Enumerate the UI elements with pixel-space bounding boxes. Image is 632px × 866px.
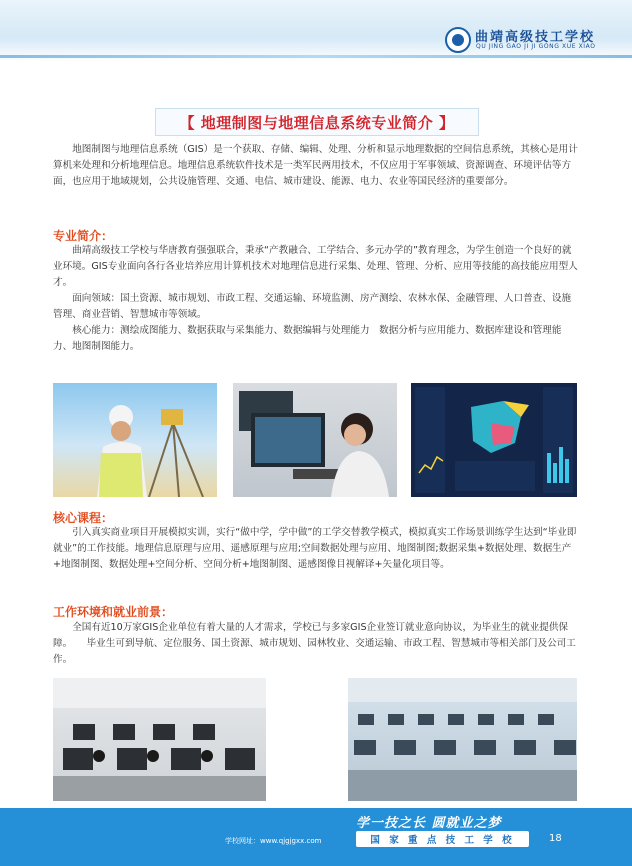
- footer-tag: 国 家 重 点 技 工 学 校: [356, 831, 529, 847]
- section-heading-profile: 专业简介：: [53, 229, 114, 243]
- surveyor-photo: [53, 383, 217, 497]
- section-heading-courses: 核心课程：: [53, 511, 114, 525]
- profile-paragraph-1: 曲靖高级技工学校与华唐教育强强联合，秉承“产教融合、工学结合、多元办学的”教育理念，为学生创造一个良好的就业环境。GIS专业面向各行各业培养应用计算机技术对地理信息进行采集、处理、管理、分析、应用等技能的高技能应用型人才。: [53, 245, 578, 288]
- computer-operator-photo: [233, 383, 397, 497]
- gis-dashboard-photo: [411, 383, 577, 497]
- section-heading-employment: 工作环境和就业前景：: [53, 605, 174, 619]
- intro-paragraph: 地图制图与地理信息系统（GIS）是一个获取、存储、编辑、处理、分析和显示地理数据的空间信息系统，其核心是用计算机来处理和分析地理信息。地理信息系统软件技术是一类军民两用技术，不仅应用于军事领域、资源调查、环境评估等方面，也应用于地域规划，公共设施管理、交通、电信、城市建设、能源、电力、农业等国民经济的重要部分。: [53, 144, 578, 187]
- page-title: 【 地理制图与地理信息系统专业简介 】: [179, 113, 455, 132]
- profile-paragraph-3: 核心能力：测绘成图能力、数据获取与采集能力、数据编辑与处理能力 数据分析与应用能力、数据库建设和管理能力、地图制图能力。: [53, 325, 562, 352]
- computer-lab-photo: [53, 678, 266, 801]
- courses-paragraph: 引入真实商业项目开展模拟实训，实行“做中学，学中做”的工学交替教学模式，模拟真实工作场景训练学生达到“毕业即就业”的工作技能。地理信息原理与应用、遥感原理与应用;空间数据处理与应用、地图制图;数据采集+数据处理、数据生产+地图制图、数据处理+空间分析、空间分析+地图制图、遥感图像目视解译+矢量化项目等。: [53, 527, 577, 570]
- school-pinyin: QU JING GAO JI JI GONG XUE XIAO: [476, 43, 596, 50]
- footer-slogan: 学一技之长 圆就业之梦: [356, 816, 502, 831]
- training-hall-photo: [348, 678, 577, 801]
- profile-paragraph-2: 面向领域：国土资源、城市规划、市政工程、交通运输、环境监测、房产测绘、农林水保、金融管理、人口普查、设施管理、商业营销、智慧城市等领域。: [53, 293, 572, 320]
- school-website-url: 学校网址：www.qjgjgxx.com: [225, 837, 322, 845]
- employment-paragraph: 全国有近10万家GIS企业单位有着大量的人才需求，学校已与多家GIS企业签订就业意向协议，为毕业生的就业提供保障。 毕业生可到导航、定位服务、国土资源、城市规划、园林牧业、交通运输、市政工程、智慧城市等相关部门及公司工作。: [53, 622, 576, 665]
- page-number: 18: [549, 833, 562, 844]
- school-emblem-icon: [445, 27, 471, 53]
- title-box: [155, 108, 479, 136]
- school-name: 曲靖高级技工学校: [475, 30, 596, 45]
- school-logo: [445, 26, 623, 56]
